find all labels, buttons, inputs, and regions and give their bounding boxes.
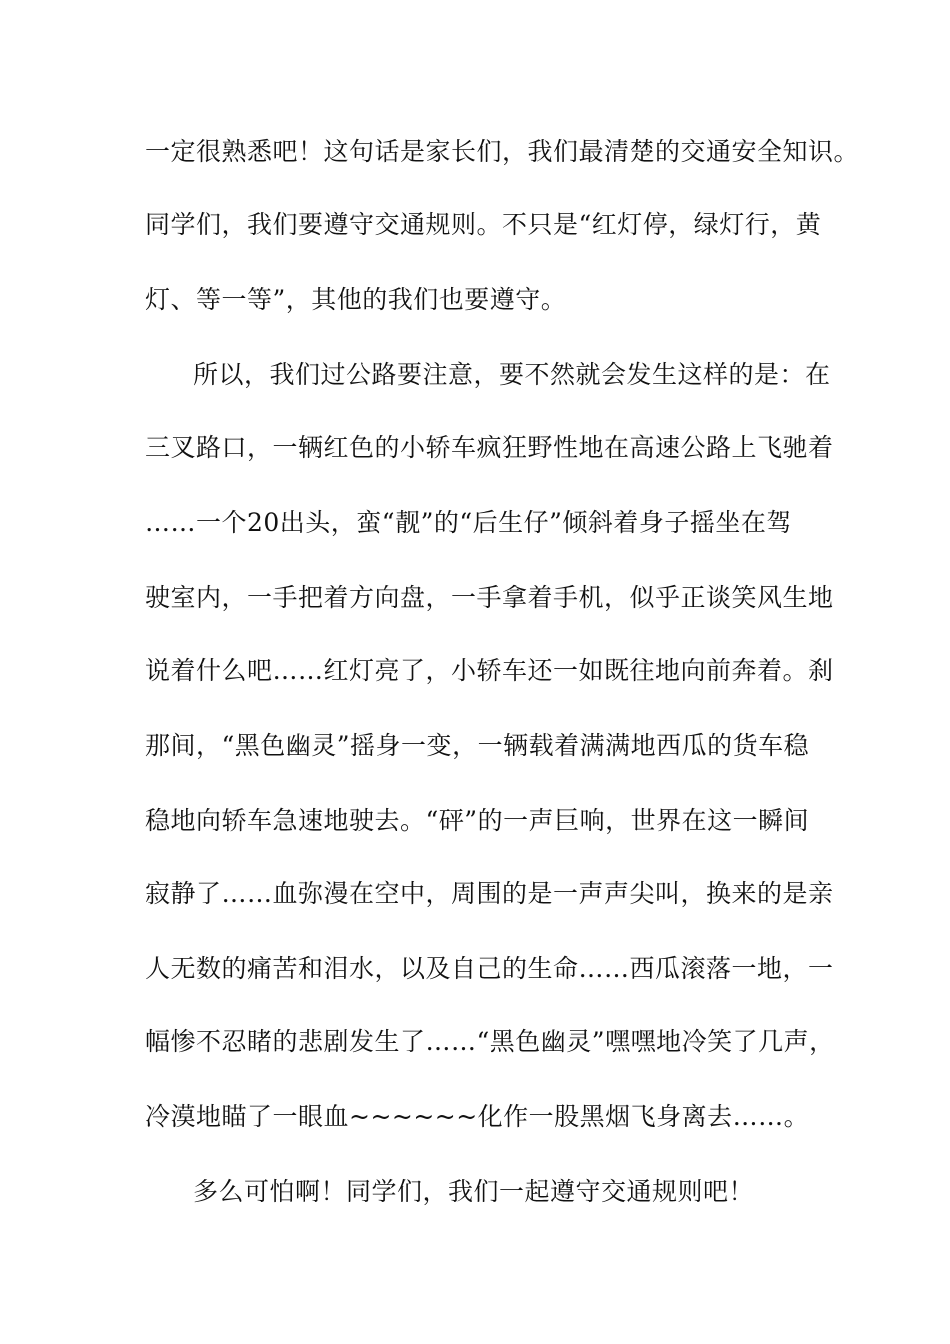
text-line: 驶室内，一手把着方向盘，一手拿着手机，似乎正谈笑风生地 [145,583,834,612]
text-line: 灯、等一等”，其他的我们也要遵守。 [145,285,567,314]
text-line: 人无数的痛苦和泪水，以及自己的生命……西瓜滚落一地，一 [145,954,834,983]
text-line: 一定很熟悉吧！这句话是家长们，我们最清楚的交通安全知识。 [145,137,860,166]
text-line: 多么可怕啊！同学们，我们一起遵守交通规则吧！ [193,1177,755,1206]
text-line: 那间，“黑色幽灵”摇身一变，一辆载着满满地西瓜的货车稳 [145,731,810,760]
text-line: 所以，我们过公路要注意，要不然就会发生这样的是：在 [193,360,831,389]
text-line: 同学们，我们要遵守交通规则。不只是“红灯停，绿灯行，黄 [145,210,822,239]
text-line: 冷漠地瞄了一眼血~~~~~~化作一股黑烟飞身离去……。 [145,1102,810,1131]
text-line: 稳地向轿车急速地驶去。“砰”的一声巨响，世界在这一瞬间 [145,806,810,835]
text-line: 幅惨不忍睹的悲剧发生了……“黑色幽灵”嘿嘿地冷笑了几声， [145,1027,835,1056]
text-line: 三叉路口，一辆红色的小轿车疯狂野性地在高速公路上飞驰着 [145,433,834,462]
text-line: ……一个20出头，蛮“靓”的“后生仔”倾斜着身子摇坐在驾 [145,508,792,537]
text-line: 寂静了……血弥漫在空中，周围的是一声声尖叫，换来的是亲 [145,879,834,908]
text-line: 说着什么吧……红灯亮了，小轿车还一如既往地向前奔着。刹 [145,656,834,685]
